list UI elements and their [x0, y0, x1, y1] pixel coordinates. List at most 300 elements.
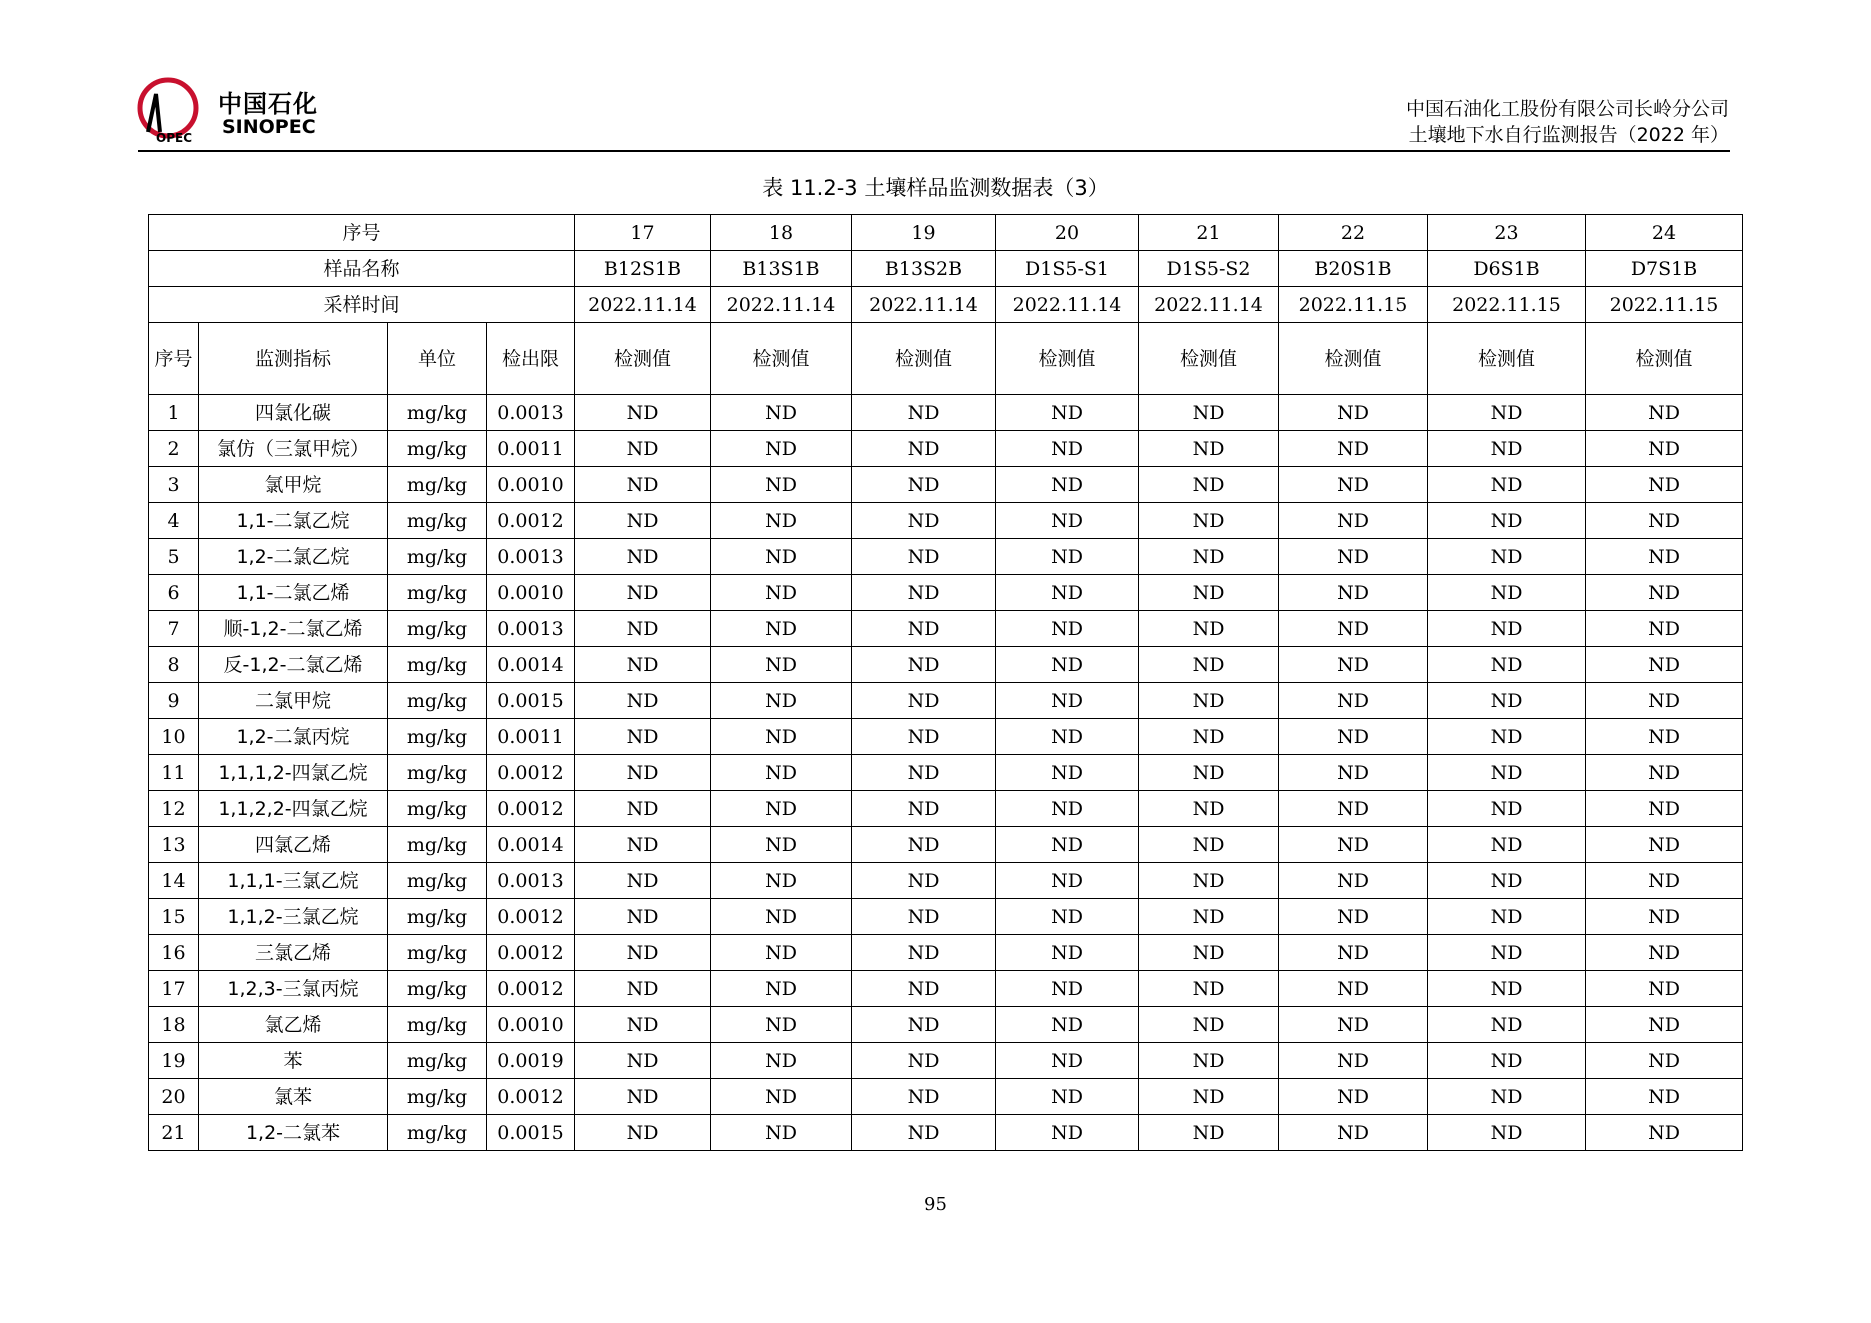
measured-value: ND — [996, 539, 1139, 575]
measured-value: ND — [996, 971, 1139, 1007]
indicator-name: 1,2-二氯丙烷 — [199, 719, 388, 755]
measured-value: ND — [1279, 755, 1428, 791]
measured-value: ND — [852, 755, 996, 791]
row-number: 19 — [149, 1043, 199, 1079]
table-row — [149, 575, 1743, 611]
measured-value: ND — [1586, 539, 1743, 575]
measured-value: ND — [1279, 1043, 1428, 1079]
measured-value: ND — [1139, 431, 1279, 467]
unit: mg/kg — [388, 827, 487, 863]
measured-value: ND — [711, 791, 852, 827]
measured-value: ND — [1586, 971, 1743, 1007]
indicator-name: 氯仿（三氯甲烷） — [199, 431, 388, 467]
indicator-name: 1,2-二氯苯 — [199, 1115, 388, 1151]
indicator-name: 四氯乙烯 — [199, 827, 388, 863]
detection-limit: 0.0015 — [487, 683, 575, 719]
unit: mg/kg — [388, 1079, 487, 1115]
measured-value: ND — [1139, 395, 1279, 431]
unit: mg/kg — [388, 899, 487, 935]
sinopec-emblem-icon — [136, 74, 216, 148]
detection-limit: 0.0014 — [487, 647, 575, 683]
row-number: 6 — [149, 575, 199, 611]
indicator-name: 苯 — [199, 1043, 388, 1079]
measured-value: ND — [711, 395, 852, 431]
detection-limit: 0.0012 — [487, 503, 575, 539]
sample-name: B20S1B — [1279, 251, 1428, 287]
indicator-name: 1,2-二氯乙烷 — [199, 539, 388, 575]
indicator-name: 氯苯 — [199, 1079, 388, 1115]
measured-value: ND — [1139, 467, 1279, 503]
table-row — [149, 539, 1743, 575]
measured-value: ND — [1279, 503, 1428, 539]
indicator-name: 氯乙烯 — [199, 1007, 388, 1043]
measured-value: ND — [1139, 1115, 1279, 1151]
measured-value: ND — [575, 791, 711, 827]
indicator-name: 1,1,1,2-四氯乙烷 — [199, 755, 388, 791]
value-header: 检测值 — [1428, 323, 1586, 395]
unit: mg/kg — [388, 1007, 487, 1043]
measured-value: ND — [1428, 935, 1586, 971]
measured-value: ND — [996, 431, 1139, 467]
row-number: 9 — [149, 683, 199, 719]
measured-value: ND — [1428, 431, 1586, 467]
measured-value: ND — [1586, 719, 1743, 755]
measured-value: ND — [1428, 719, 1586, 755]
measured-value: ND — [1279, 683, 1428, 719]
measured-value: ND — [1279, 1115, 1428, 1151]
measured-value: ND — [1279, 575, 1428, 611]
indicator-name: 二氯甲烷 — [199, 683, 388, 719]
measured-value: ND — [575, 863, 711, 899]
logo-english-name: SINOPEC — [222, 116, 316, 138]
measured-value: ND — [575, 611, 711, 647]
measured-value: ND — [711, 719, 852, 755]
table-row — [149, 791, 1743, 827]
col-detection-limit: 检出限 — [487, 323, 575, 395]
detection-limit: 0.0013 — [487, 395, 575, 431]
unit: mg/kg — [388, 683, 487, 719]
measured-value: ND — [1428, 611, 1586, 647]
measured-value: ND — [1279, 827, 1428, 863]
measured-value: ND — [1139, 719, 1279, 755]
measured-value: ND — [996, 611, 1139, 647]
sample-date: 2022.11.14 — [852, 287, 996, 323]
measured-value: ND — [996, 827, 1139, 863]
unit: mg/kg — [388, 719, 487, 755]
unit: mg/kg — [388, 539, 487, 575]
measured-value: ND — [1279, 647, 1428, 683]
measured-value: ND — [1586, 683, 1743, 719]
col-unit: 单位 — [388, 323, 487, 395]
row-number: 17 — [149, 971, 199, 1007]
measured-value: ND — [575, 1115, 711, 1151]
table-row — [149, 1007, 1743, 1043]
header-row-time — [149, 287, 1743, 323]
page-number: 95 — [924, 1194, 947, 1215]
indicator-name: 1,1-二氯乙烯 — [199, 575, 388, 611]
sample-seq: 19 — [852, 215, 996, 251]
measured-value: ND — [852, 539, 996, 575]
measured-value: ND — [711, 575, 852, 611]
measured-value: ND — [711, 1079, 852, 1115]
table-row — [149, 719, 1743, 755]
measured-value: ND — [1139, 755, 1279, 791]
measured-value: ND — [575, 1007, 711, 1043]
measured-value: ND — [711, 1007, 852, 1043]
measured-value: ND — [1139, 1043, 1279, 1079]
measured-value: ND — [711, 467, 852, 503]
detection-limit: 0.0012 — [487, 1079, 575, 1115]
measured-value: ND — [852, 1043, 996, 1079]
measured-value: ND — [1279, 899, 1428, 935]
row-number: 10 — [149, 719, 199, 755]
indicator-name: 四氯化碳 — [199, 395, 388, 431]
measured-value: ND — [1428, 575, 1586, 611]
measured-value: ND — [711, 935, 852, 971]
measured-value: ND — [996, 719, 1139, 755]
measured-value: ND — [575, 503, 711, 539]
measured-value: ND — [1586, 755, 1743, 791]
measured-value: ND — [575, 467, 711, 503]
detection-limit: 0.0012 — [487, 971, 575, 1007]
unit: mg/kg — [388, 971, 487, 1007]
table-row — [149, 971, 1743, 1007]
sample-date: 2022.11.14 — [1139, 287, 1279, 323]
measured-value: ND — [1139, 647, 1279, 683]
detection-limit: 0.0013 — [487, 539, 575, 575]
measured-value: ND — [1428, 503, 1586, 539]
measured-value: ND — [1279, 935, 1428, 971]
measured-value: ND — [1428, 395, 1586, 431]
measured-value: ND — [852, 791, 996, 827]
measured-value: ND — [1428, 863, 1586, 899]
header-row-sample — [149, 251, 1743, 287]
measured-value: ND — [1139, 935, 1279, 971]
measured-value: ND — [852, 683, 996, 719]
measured-value: ND — [711, 431, 852, 467]
measured-value: ND — [1139, 611, 1279, 647]
measured-value: ND — [852, 935, 996, 971]
row-number: 13 — [149, 827, 199, 863]
measured-value: ND — [852, 1079, 996, 1115]
unit: mg/kg — [388, 431, 487, 467]
sample-date: 2022.11.15 — [1428, 287, 1586, 323]
measured-value: ND — [1586, 503, 1743, 539]
measured-value: ND — [1139, 791, 1279, 827]
detection-limit: 0.0011 — [487, 431, 575, 467]
header-divider — [138, 150, 1730, 152]
measured-value: ND — [996, 935, 1139, 971]
measured-value: ND — [996, 1043, 1139, 1079]
indicator-name: 1,1,1-三氯乙烷 — [199, 863, 388, 899]
measured-value: ND — [575, 755, 711, 791]
measured-value: ND — [1586, 899, 1743, 935]
measured-value: ND — [575, 647, 711, 683]
detection-limit: 0.0010 — [487, 575, 575, 611]
indicator-name: 顺-1,2-二氯乙烯 — [199, 611, 388, 647]
sample-seq: 22 — [1279, 215, 1428, 251]
measured-value: ND — [852, 827, 996, 863]
measured-value: ND — [1586, 467, 1743, 503]
indicator-name: 1,1-二氯乙烷 — [199, 503, 388, 539]
measured-value: ND — [1586, 1115, 1743, 1151]
row-number: 8 — [149, 647, 199, 683]
measured-value: ND — [1586, 1079, 1743, 1115]
detection-limit: 0.0011 — [487, 719, 575, 755]
measured-value: ND — [1139, 1079, 1279, 1115]
table-row — [149, 683, 1743, 719]
measured-value: ND — [996, 467, 1139, 503]
detection-limit: 0.0012 — [487, 791, 575, 827]
measured-value: ND — [575, 683, 711, 719]
measured-value: ND — [1428, 1007, 1586, 1043]
row-number: 5 — [149, 539, 199, 575]
value-header: 检测值 — [711, 323, 852, 395]
measured-value: ND — [1586, 827, 1743, 863]
unit: mg/kg — [388, 395, 487, 431]
soil-monitoring-table — [148, 214, 1743, 1151]
table-row — [149, 1115, 1743, 1151]
measured-value: ND — [1279, 719, 1428, 755]
sample-seq: 24 — [1586, 215, 1743, 251]
detection-limit: 0.0013 — [487, 863, 575, 899]
measured-value: ND — [1139, 683, 1279, 719]
measured-value: ND — [711, 611, 852, 647]
measured-value: ND — [1428, 971, 1586, 1007]
measured-value: ND — [711, 1115, 852, 1151]
company-name: 中国石油化工股份有限公司长岭分公司 — [1405, 98, 1729, 120]
measured-value: ND — [852, 863, 996, 899]
value-header: 检测值 — [1279, 323, 1428, 395]
measured-value: ND — [852, 899, 996, 935]
col-indicator: 监测指标 — [199, 323, 388, 395]
sample-date: 2022.11.15 — [1279, 287, 1428, 323]
measured-value: ND — [1428, 791, 1586, 827]
measured-value: ND — [852, 575, 996, 611]
measured-value: ND — [1586, 611, 1743, 647]
measured-value: ND — [996, 791, 1139, 827]
measured-value: ND — [1428, 1043, 1586, 1079]
value-header: 检测值 — [996, 323, 1139, 395]
row-number: 2 — [149, 431, 199, 467]
measured-value: ND — [996, 899, 1139, 935]
measured-value: ND — [1279, 467, 1428, 503]
measured-value: ND — [1586, 935, 1743, 971]
sample-name: D1S5-S1 — [996, 251, 1139, 287]
sample-seq: 18 — [711, 215, 852, 251]
detection-limit: 0.0013 — [487, 611, 575, 647]
sample-seq: 20 — [996, 215, 1139, 251]
measured-value: ND — [575, 827, 711, 863]
measured-value: ND — [996, 1079, 1139, 1115]
page-header — [1406, 96, 1729, 148]
table-row — [149, 395, 1743, 431]
measured-value: ND — [1586, 1043, 1743, 1079]
detection-limit: 0.0019 — [487, 1043, 575, 1079]
measured-value: ND — [1139, 575, 1279, 611]
table-row — [149, 1043, 1743, 1079]
measured-value: ND — [996, 683, 1139, 719]
indicator-name: 三氯乙烯 — [199, 935, 388, 971]
measured-value: ND — [1279, 971, 1428, 1007]
unit: mg/kg — [388, 611, 487, 647]
value-header: 检测值 — [1139, 323, 1279, 395]
measured-value: ND — [575, 935, 711, 971]
sample-name: D6S1B — [1428, 251, 1586, 287]
measured-value: ND — [1428, 683, 1586, 719]
sample-name: B13S2B — [852, 251, 996, 287]
value-header: 检测值 — [852, 323, 996, 395]
row-number: 4 — [149, 503, 199, 539]
row-number: 7 — [149, 611, 199, 647]
measured-value: ND — [1139, 899, 1279, 935]
sample-name: D1S5-S2 — [1139, 251, 1279, 287]
measured-value: ND — [852, 971, 996, 1007]
measured-value: ND — [1279, 1007, 1428, 1043]
measured-value: ND — [1279, 863, 1428, 899]
value-header: 检测值 — [1586, 323, 1743, 395]
detection-limit: 0.0012 — [487, 755, 575, 791]
sample-name: B13S1B — [711, 251, 852, 287]
unit: mg/kg — [388, 575, 487, 611]
detection-limit: 0.0012 — [487, 935, 575, 971]
indicator-name: 1,1,2-三氯乙烷 — [199, 899, 388, 935]
table-row — [149, 899, 1743, 935]
unit: mg/kg — [388, 1043, 487, 1079]
sample-seq: 21 — [1139, 215, 1279, 251]
measured-value: ND — [852, 431, 996, 467]
indicator-name: 氯甲烷 — [199, 467, 388, 503]
measured-value: ND — [852, 719, 996, 755]
measured-value: ND — [1279, 539, 1428, 575]
detection-limit: 0.0014 — [487, 827, 575, 863]
sinopec-logo — [136, 74, 336, 148]
measured-value: ND — [1279, 791, 1428, 827]
measured-value: ND — [1428, 647, 1586, 683]
unit: mg/kg — [388, 791, 487, 827]
label-sampling-time: 采样时间 — [149, 287, 575, 323]
row-number: 3 — [149, 467, 199, 503]
measured-value: ND — [1428, 1079, 1586, 1115]
measured-value: ND — [1428, 1115, 1586, 1151]
row-number: 21 — [149, 1115, 199, 1151]
measured-value: ND — [1586, 647, 1743, 683]
svg-text:OPEC: OPEC — [156, 131, 192, 145]
measured-value: ND — [852, 1115, 996, 1151]
unit: mg/kg — [388, 755, 487, 791]
measured-value: ND — [996, 755, 1139, 791]
detection-limit: 0.0012 — [487, 899, 575, 935]
measured-value: ND — [852, 503, 996, 539]
table-caption: 表 11.2-3 土壤样品监测数据表（3） — [762, 176, 1109, 200]
measured-value: ND — [996, 863, 1139, 899]
sample-name: D7S1B — [1586, 251, 1743, 287]
measured-value: ND — [1279, 1079, 1428, 1115]
unit: mg/kg — [388, 503, 487, 539]
measured-value: ND — [1428, 899, 1586, 935]
table-row — [149, 1079, 1743, 1115]
measured-value: ND — [852, 467, 996, 503]
row-number: 11 — [149, 755, 199, 791]
measured-value: ND — [575, 539, 711, 575]
report-title: 土壤地下水自行监测报告（2022 年） — [1408, 124, 1729, 146]
table-row — [149, 863, 1743, 899]
measured-value: ND — [575, 395, 711, 431]
measured-value: ND — [996, 1007, 1139, 1043]
measured-value: ND — [1139, 539, 1279, 575]
measured-value: ND — [575, 1043, 711, 1079]
measured-value: ND — [996, 395, 1139, 431]
measured-value: ND — [1139, 827, 1279, 863]
measured-value: ND — [1428, 827, 1586, 863]
row-number: 1 — [149, 395, 199, 431]
measured-value: ND — [1279, 611, 1428, 647]
measured-value: ND — [996, 1115, 1139, 1151]
indicator-name: 1,2,3-三氯丙烷 — [199, 971, 388, 1007]
unit: mg/kg — [388, 863, 487, 899]
measured-value: ND — [852, 611, 996, 647]
measured-value: ND — [711, 971, 852, 1007]
measured-value: ND — [575, 971, 711, 1007]
measured-value: ND — [575, 719, 711, 755]
unit: mg/kg — [388, 647, 487, 683]
sample-date: 2022.11.14 — [575, 287, 711, 323]
col-seq: 序号 — [149, 323, 199, 395]
measured-value: ND — [711, 539, 852, 575]
table-row — [149, 431, 1743, 467]
measured-value: ND — [1586, 1007, 1743, 1043]
measured-value: ND — [852, 395, 996, 431]
measured-value: ND — [575, 899, 711, 935]
measured-value: ND — [711, 899, 852, 935]
measured-value: ND — [575, 575, 711, 611]
measured-value: ND — [1586, 791, 1743, 827]
row-number: 12 — [149, 791, 199, 827]
measured-value: ND — [996, 503, 1139, 539]
measured-value: ND — [711, 503, 852, 539]
measured-value: ND — [1279, 395, 1428, 431]
measured-value: ND — [1428, 539, 1586, 575]
measured-value: ND — [711, 863, 852, 899]
detection-limit: 0.0015 — [487, 1115, 575, 1151]
value-header: 检测值 — [575, 323, 711, 395]
table-row — [149, 755, 1743, 791]
row-number: 20 — [149, 1079, 199, 1115]
measured-value: ND — [996, 647, 1139, 683]
row-number: 16 — [149, 935, 199, 971]
measured-value: ND — [1586, 575, 1743, 611]
table-row — [149, 611, 1743, 647]
measured-value: ND — [1139, 503, 1279, 539]
sample-seq: 17 — [575, 215, 711, 251]
table-row — [149, 467, 1743, 503]
measured-value: ND — [711, 683, 852, 719]
label-sample-name: 样品名称 — [149, 251, 575, 287]
measured-value: ND — [1279, 431, 1428, 467]
table-row — [149, 827, 1743, 863]
sample-name: B12S1B — [575, 251, 711, 287]
row-number: 18 — [149, 1007, 199, 1043]
measured-value: ND — [575, 1079, 711, 1115]
measured-value: ND — [1428, 467, 1586, 503]
detection-limit: 0.0010 — [487, 467, 575, 503]
row-number: 15 — [149, 899, 199, 935]
unit: mg/kg — [388, 467, 487, 503]
measured-value: ND — [711, 647, 852, 683]
measured-value: ND — [575, 431, 711, 467]
table-row — [149, 503, 1743, 539]
indicator-name: 1,1,2,2-四氯乙烷 — [199, 791, 388, 827]
